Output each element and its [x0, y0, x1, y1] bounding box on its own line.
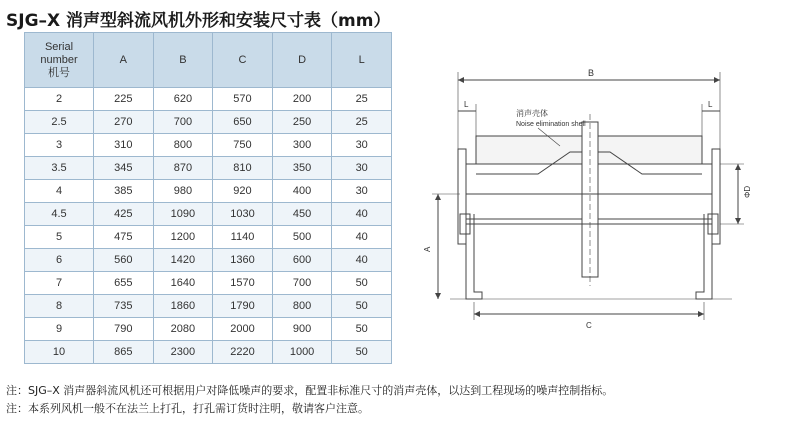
header-a: A: [94, 33, 154, 88]
cell-c: 1570: [213, 272, 273, 295]
cell-serial-number: 9: [25, 318, 94, 341]
label-c: C: [586, 321, 592, 330]
cell-a: 385: [94, 180, 154, 203]
page-title: SJG–X 消声型斜流风机外形和安装尺寸表（mm）: [6, 11, 391, 31]
table-header-row: [25, 33, 392, 88]
cell-serial-number: 8: [25, 295, 94, 318]
label-d: ΦD: [743, 185, 752, 198]
cell-d: 600: [272, 249, 332, 272]
cell-b: 620: [153, 88, 213, 111]
note-2: 注：本系列风机一般不在法兰上打孔，打孔需订货时注明，敬请客户注意。: [6, 402, 369, 415]
cell-d: 250: [272, 111, 332, 134]
cell-d: 200: [272, 88, 332, 111]
cell-b: 700: [153, 111, 213, 134]
footnotes: [6, 382, 613, 418]
cell-a: 655: [94, 272, 154, 295]
header-l: L: [332, 33, 392, 88]
cell-serial-number: 2.5: [25, 111, 94, 134]
cell-a: 225: [94, 88, 154, 111]
table-row: [25, 180, 392, 203]
cell-b: 2300: [153, 341, 213, 364]
cell-l: 50: [332, 318, 392, 341]
table-row: [25, 134, 392, 157]
header-d: D: [272, 33, 332, 88]
cell-l: 40: [332, 226, 392, 249]
cell-b: 1640: [153, 272, 213, 295]
table-row: [25, 318, 392, 341]
table-row: [25, 341, 392, 364]
table-row: [25, 88, 392, 111]
cell-d: 700: [272, 272, 332, 295]
header-serial-line2: number: [40, 53, 78, 66]
cell-l: 30: [332, 180, 392, 203]
cell-serial-number: 6: [25, 249, 94, 272]
cell-c: 1790: [213, 295, 273, 318]
cell-c: 570: [213, 88, 273, 111]
cell-d: 800: [272, 295, 332, 318]
table-row: [25, 295, 392, 318]
table-row: [25, 226, 392, 249]
cell-l: 50: [332, 341, 392, 364]
label-l-right: L: [708, 100, 713, 109]
table-row: [25, 111, 392, 134]
cell-c: 810: [213, 157, 273, 180]
header-serial-number: [25, 33, 94, 88]
cell-serial-number: 7: [25, 272, 94, 295]
cell-b: 1860: [153, 295, 213, 318]
cell-l: 25: [332, 88, 392, 111]
table-row: [25, 157, 392, 180]
cell-a: 345: [94, 157, 154, 180]
cell-b: 1090: [153, 203, 213, 226]
right-flange: [712, 149, 720, 244]
cell-a: 865: [94, 341, 154, 364]
cell-b: 1420: [153, 249, 213, 272]
cell-d: 900: [272, 318, 332, 341]
cell-l: 50: [332, 272, 392, 295]
table-row: [25, 272, 392, 295]
cell-d: 500: [272, 226, 332, 249]
cell-serial-number: 10: [25, 341, 94, 364]
cell-c: 2000: [213, 318, 273, 341]
fan-outline-drawing: [420, 64, 770, 334]
label-a: A: [423, 246, 432, 252]
label-shell-cn: 消声壳体: [516, 109, 548, 118]
cell-d: 300: [272, 134, 332, 157]
cell-l: 25: [332, 111, 392, 134]
cell-a: 560: [94, 249, 154, 272]
label-b: B: [588, 68, 595, 78]
dimension-table: [24, 32, 392, 364]
cell-a: 790: [94, 318, 154, 341]
cell-l: 40: [332, 203, 392, 226]
header-serial-line3: 机号: [48, 66, 70, 79]
cell-c: 2220: [213, 341, 273, 364]
header-serial-line1: Serial: [44, 40, 74, 53]
header-b: B: [153, 33, 213, 88]
cell-l: 30: [332, 134, 392, 157]
cell-serial-number: 3.5: [25, 157, 94, 180]
table-row: [25, 249, 392, 272]
cell-a: 270: [94, 111, 154, 134]
cell-d: 350: [272, 157, 332, 180]
note-1: 注：SJG–X 消声器斜流风机还可根据用户对降低噪声的要求，配置非标准尺寸的消声壳体，以达到工程现场的噪声控制指标。: [6, 384, 614, 397]
right-support: [696, 214, 712, 299]
cell-b: 800: [153, 134, 213, 157]
cell-c: 750: [213, 134, 273, 157]
cell-a: 475: [94, 226, 154, 249]
cell-d: 400: [272, 180, 332, 203]
cell-l: 30: [332, 157, 392, 180]
table-row: [25, 203, 392, 226]
cell-c: 650: [213, 111, 273, 134]
cell-l: 50: [332, 295, 392, 318]
cell-a: 310: [94, 134, 154, 157]
cell-c: 1140: [213, 226, 273, 249]
cell-serial-number: 2: [25, 88, 94, 111]
label-l-left: L: [464, 100, 469, 109]
cell-c: 1030: [213, 203, 273, 226]
cell-a: 425: [94, 203, 154, 226]
cell-d: 450: [272, 203, 332, 226]
cell-serial-number: 4.5: [25, 203, 94, 226]
cell-b: 2080: [153, 318, 213, 341]
label-shell-en: Noise elimination shell: [516, 121, 586, 128]
cell-c: 1360: [213, 249, 273, 272]
cell-c: 920: [213, 180, 273, 203]
cell-b: 870: [153, 157, 213, 180]
cell-b: 980: [153, 180, 213, 203]
cell-l: 40: [332, 249, 392, 272]
left-support: [466, 214, 482, 299]
header-c: C: [213, 33, 273, 88]
cell-serial-number: 4: [25, 180, 94, 203]
cell-serial-number: 5: [25, 226, 94, 249]
cell-d: 1000: [272, 341, 332, 364]
left-flange: [458, 149, 466, 244]
cell-b: 1200: [153, 226, 213, 249]
table-body: [25, 88, 392, 364]
cell-a: 735: [94, 295, 154, 318]
cell-serial-number: 3: [25, 134, 94, 157]
